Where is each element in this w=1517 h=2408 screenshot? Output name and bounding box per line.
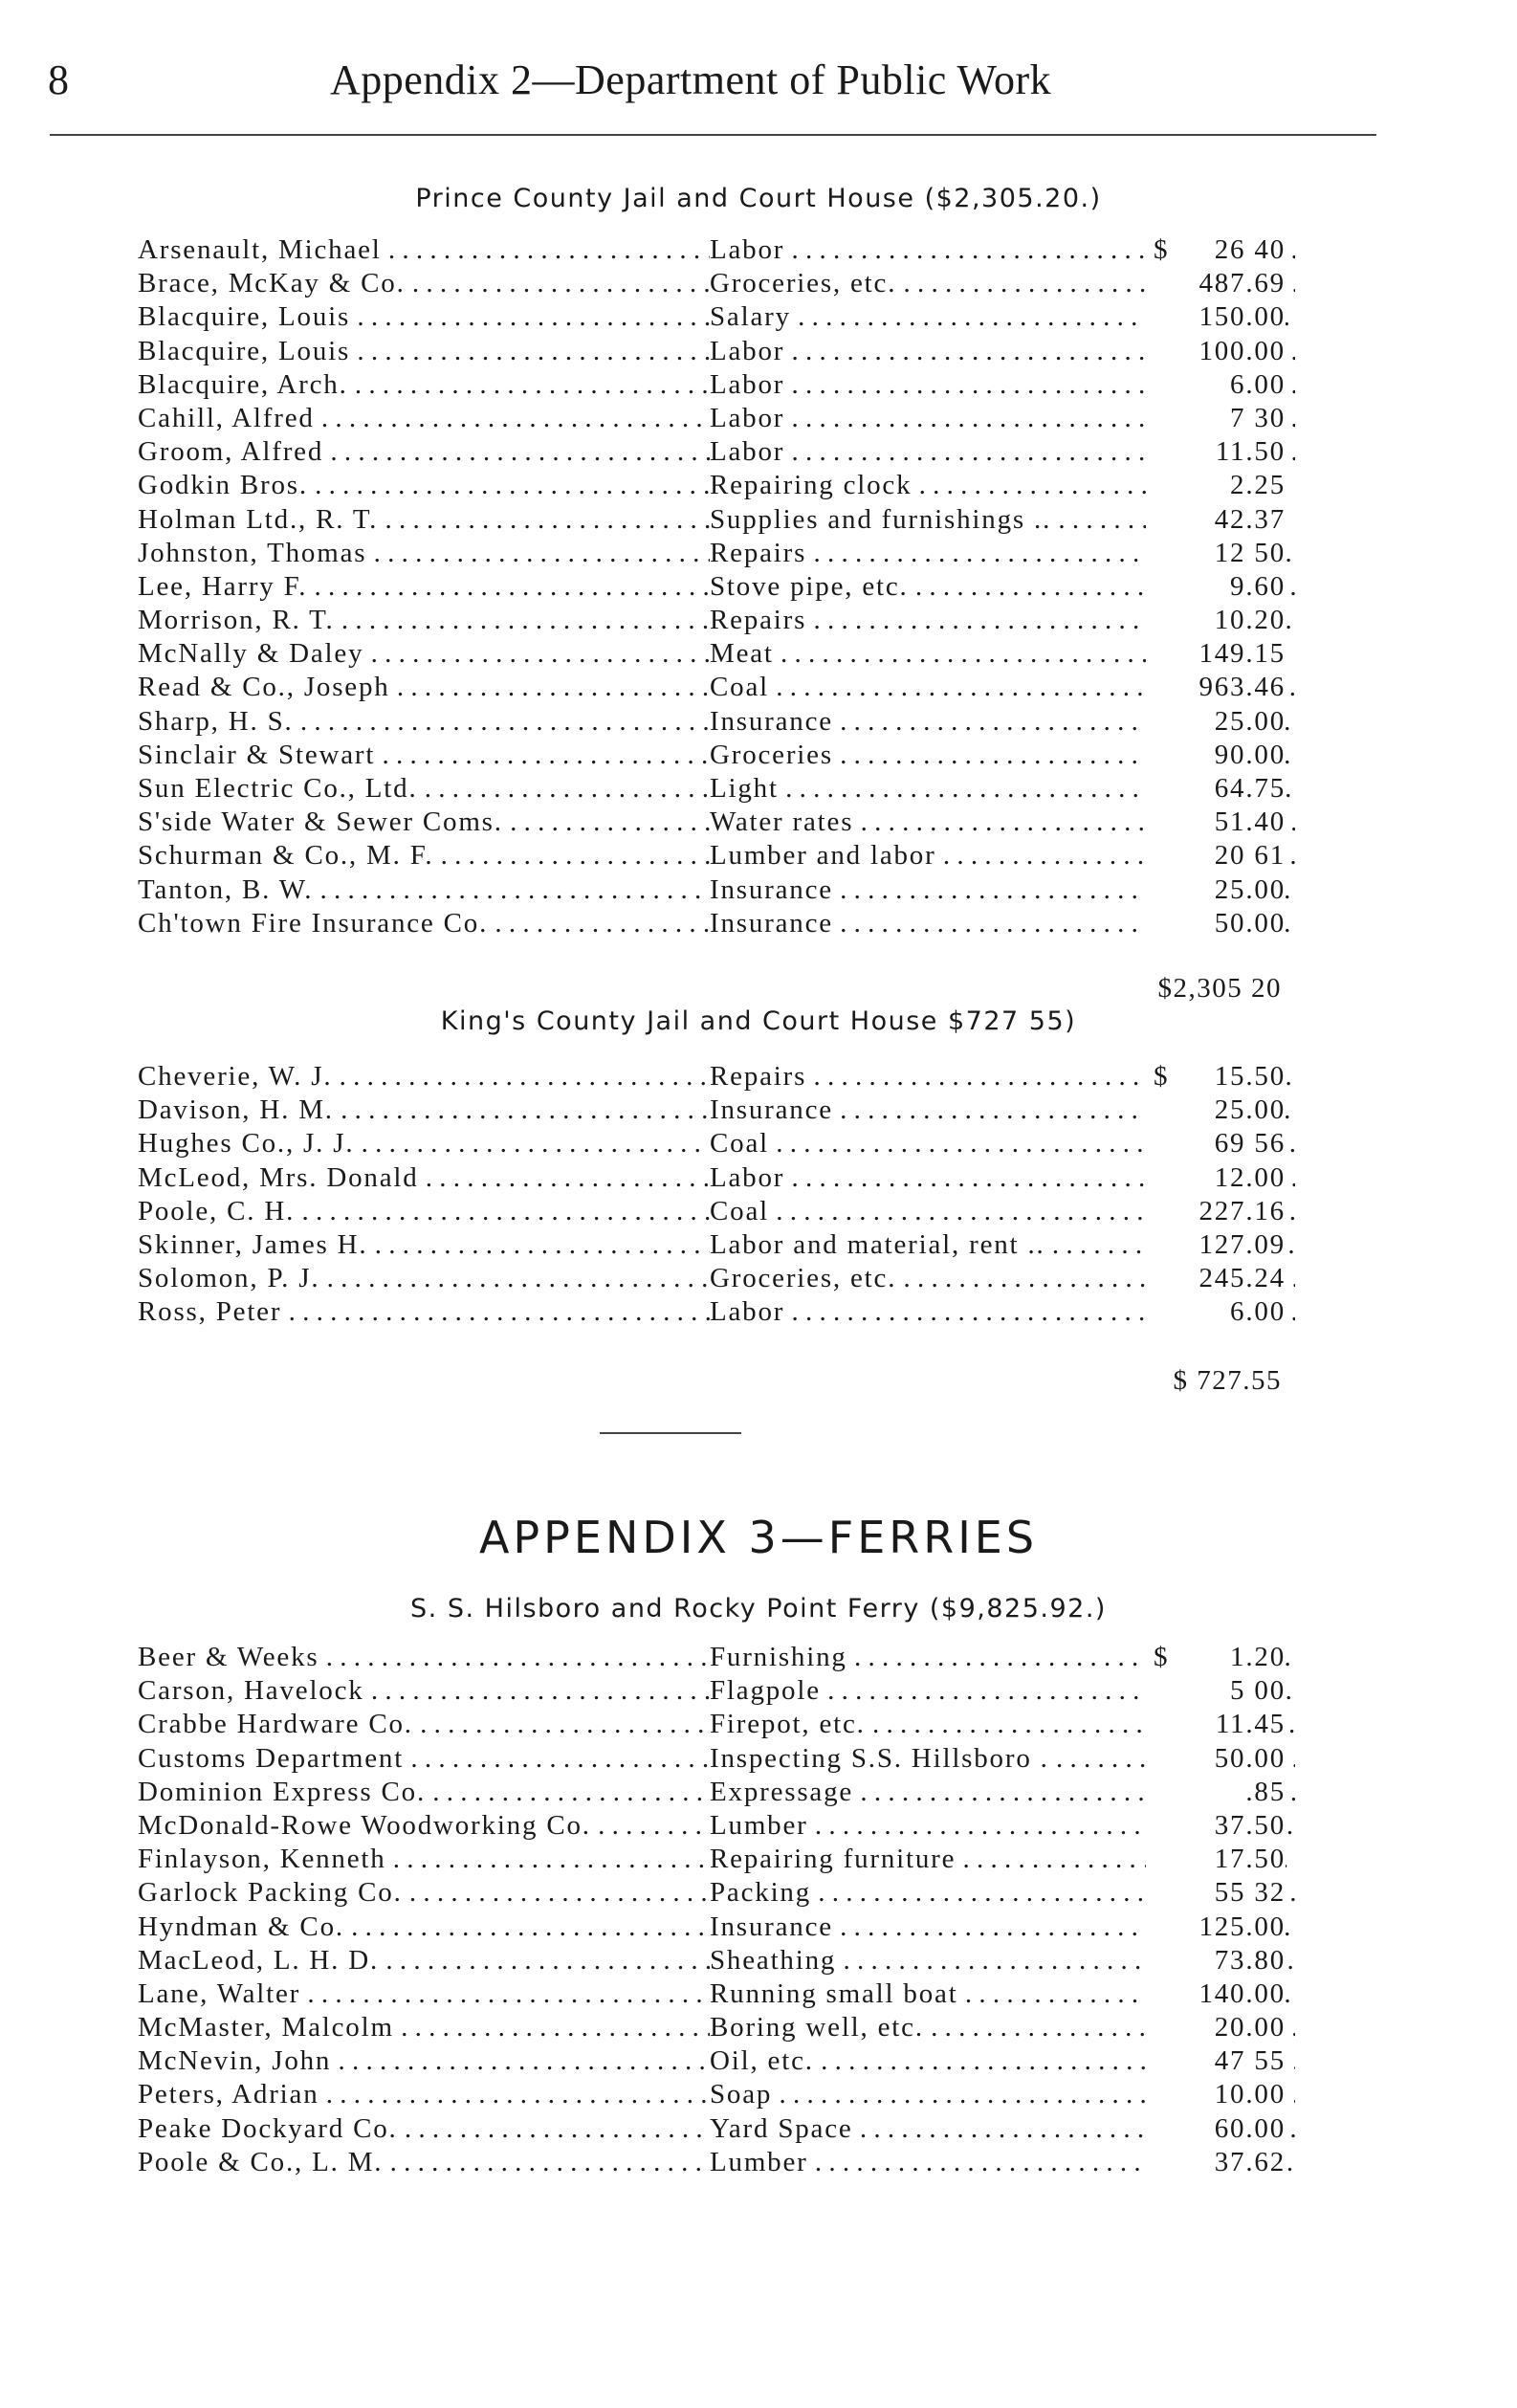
payee-name: Cahill, Alfred . . .: [138, 403, 710, 434]
table-row: [138, 336, 1286, 369]
amount: 64.75: [1180, 773, 1286, 805]
table-row: [138, 369, 1286, 403]
page-header: [48, 55, 1374, 113]
table-row: [138, 234, 1286, 268]
expense-description: Groceries . . .: [710, 740, 1295, 771]
section-divider: [600, 1432, 741, 1434]
payee-name: Sinclair & Stewart . . .: [138, 740, 710, 771]
amount: 15.50: [1180, 1061, 1286, 1093]
table-row: [138, 1844, 1286, 1877]
amount: 7 30: [1180, 403, 1286, 434]
expense-description: Groceries, etc. . . .: [710, 1263, 1295, 1294]
payee-name: Sharp, H. S. . . .: [138, 706, 710, 738]
expense-description: Sheathing . . .: [710, 1945, 1295, 1977]
ledger-kings-county: [138, 1061, 1286, 1331]
expense-description: Lumber and labor . . .: [710, 840, 1295, 872]
amount: 51.40: [1180, 806, 1286, 838]
table-row: [138, 773, 1286, 806]
amount: 227.16: [1180, 1196, 1286, 1227]
dollar-sign: $: [1150, 1061, 1192, 1093]
expense-description: Insurance . . .: [710, 908, 1295, 939]
amount: 127.09: [1180, 1229, 1286, 1261]
amount: 55 32: [1180, 1877, 1286, 1909]
amount: 25.00: [1180, 1094, 1286, 1126]
amount: 140.00: [1180, 1978, 1286, 2010]
payee-name: Ross, Peter . . .: [138, 1296, 710, 1328]
amount: 487.69: [1180, 268, 1286, 299]
payee-name: Peake Dockyard Co. . . .: [138, 2113, 710, 2145]
expense-description: Light . . .: [710, 773, 1295, 805]
amount: 26 40: [1180, 234, 1286, 266]
section-total-kings-county: $ 727.55: [1173, 1365, 1282, 1396]
amount: 20 61: [1180, 840, 1286, 872]
expense-description: Insurance . . .: [710, 1094, 1295, 1126]
amount: 6.00: [1180, 1296, 1286, 1328]
section-heading-prince-county: Prince County Jail and Court House ($2,305.20.): [415, 184, 1102, 213]
table-row: [138, 672, 1286, 705]
payee-name: Brace, McKay & Co. . . .: [138, 268, 710, 299]
table-row: [138, 2012, 1286, 2045]
table-row: [138, 1128, 1286, 1161]
amount: 60.00: [1180, 2113, 1286, 2145]
expense-description: Labor and material, rent .. . . .: [710, 1229, 1295, 1261]
dollar-sign: $: [1150, 1642, 1192, 1673]
table-row: [138, 1978, 1286, 2012]
table-row: [138, 1911, 1286, 1945]
payee-name: Lane, Walter . . .: [138, 1978, 710, 2010]
payee-name: Customs Department . . .: [138, 1743, 710, 1775]
amount: 6.00: [1180, 369, 1286, 401]
expense-description: Labor . . .: [710, 403, 1295, 434]
payee-name: Blacquire, Louis . . .: [138, 336, 710, 367]
amount: 11.45: [1180, 1709, 1286, 1740]
amount: 963.46: [1180, 672, 1286, 703]
payee-name: McNally & Daley . . .: [138, 638, 710, 670]
table-row: [138, 806, 1286, 840]
payee-name: McNevin, John . . .: [138, 2045, 710, 2077]
payee-name: Read & Co., Joseph . . .: [138, 672, 710, 703]
amount: 245.24: [1180, 1263, 1286, 1294]
amount: 12.00: [1180, 1162, 1286, 1194]
amount: 69 56: [1180, 1128, 1286, 1160]
payee-name: McMaster, Malcolm . . .: [138, 2012, 710, 2043]
expense-description: Coal . . .: [710, 1128, 1295, 1160]
expense-description: Lumber . . .: [710, 1810, 1295, 1842]
table-row: [138, 2079, 1286, 2112]
table-row: [138, 1810, 1286, 1844]
ledger-ferry: [138, 1642, 1286, 2180]
expense-description: Soap . . .: [710, 2079, 1295, 2110]
payee-name: Lee, Harry F. . . .: [138, 571, 710, 603]
expense-description: Coal . . .: [710, 672, 1295, 703]
table-row: [138, 1945, 1286, 1978]
expense-description: Running small boat . . .: [710, 1978, 1295, 2010]
expense-description: Labor . . .: [710, 234, 1295, 266]
expense-description: Insurance . . .: [710, 1911, 1295, 1943]
table-row: [138, 571, 1286, 605]
amount: 25.00: [1180, 706, 1286, 738]
expense-description: Labor . . .: [710, 369, 1295, 401]
appendix-title: APPENDIX 3—FERRIES: [478, 1512, 1039, 1563]
payee-name: Skinner, James H. . . .: [138, 1229, 710, 1261]
expense-description: Groceries, etc. . . .: [710, 268, 1295, 299]
table-row: [138, 1709, 1286, 1742]
payee-name: Johnston, Thomas . . .: [138, 538, 710, 569]
amount: 42.37: [1180, 504, 1286, 536]
table-row: [138, 2045, 1286, 2079]
table-row: [138, 840, 1286, 873]
header-rule: [50, 134, 1376, 136]
payee-name: Beer & Weeks . . .: [138, 1642, 710, 1673]
amount: 47 55: [1180, 2045, 1286, 2077]
expense-description: Repairing clock . . .: [710, 470, 1295, 501]
payee-name: Groom, Alfred . . .: [138, 436, 710, 468]
payee-name: MacLeod, L. H. D. . . .: [138, 1945, 710, 1977]
expense-description: Insurance . . .: [710, 874, 1295, 906]
payee-name: Sun Electric Co., Ltd. . . .: [138, 773, 710, 805]
amount: 149.15: [1180, 638, 1286, 670]
payee-name: McLeod, Mrs. Donald . . .: [138, 1162, 710, 1194]
amount: 2.25: [1180, 470, 1286, 501]
expense-description: Stove pipe, etc. . . .: [710, 571, 1295, 603]
page-number: 8: [48, 56, 69, 103]
amount: 125.00: [1180, 1911, 1286, 1943]
payee-name: Hughes Co., J. J. . . .: [138, 1128, 710, 1160]
payee-name: Morrison, R. T. . . .: [138, 605, 710, 636]
table-row: [138, 1743, 1286, 1777]
table-row: [138, 740, 1286, 773]
expense-description: Insurance . . .: [710, 706, 1295, 738]
expense-description: Water rates . . .: [710, 806, 1295, 838]
payee-name: Peters, Adrian . . .: [138, 2079, 710, 2110]
table-row: [138, 1642, 1286, 1675]
amount: 12 50: [1180, 538, 1286, 569]
table-row: [138, 1675, 1286, 1709]
amount: 11.50: [1180, 436, 1286, 468]
table-row: [138, 638, 1286, 672]
amount: 50.00: [1180, 908, 1286, 939]
payee-name: Tanton, B. W. . . .: [138, 874, 710, 906]
expense-description: Labor . . .: [710, 1162, 1295, 1194]
expense-description: Repairs . . .: [710, 605, 1295, 636]
payee-name: Blacquire, Arch. . . .: [138, 369, 710, 401]
table-row: [138, 1061, 1286, 1094]
amount: .85: [1180, 1777, 1286, 1808]
section-heading-ferry: S. S. Hilsboro and Rocky Point Ferry ($9,825.92.): [410, 1594, 1107, 1624]
amount: 150.00: [1180, 301, 1286, 333]
table-row: [138, 2147, 1286, 2180]
table-row: [138, 706, 1286, 740]
table-row: [138, 1196, 1286, 1229]
table-row: [138, 504, 1286, 538]
section-total-prince-county: $2,305 20: [1157, 973, 1282, 1004]
expense-description: Repairing furniture . . .: [710, 1844, 1295, 1875]
expense-description: Labor . . .: [710, 1296, 1295, 1328]
table-row: [138, 301, 1286, 335]
expense-description: Furnishing . . .: [710, 1642, 1295, 1673]
payee-name: Ch'town Fire Insurance Co. . . .: [138, 908, 710, 939]
amount: 90.00: [1180, 740, 1286, 771]
table-row: [138, 605, 1286, 638]
table-row: [138, 874, 1286, 908]
table-row: [138, 403, 1286, 436]
payee-name: Hyndman & Co. . . .: [138, 1911, 710, 1943]
payee-name: McDonald-Rowe Woodworking Co. . . .: [138, 1810, 710, 1842]
amount: 50.00: [1180, 1743, 1286, 1775]
expense-description: Oil, etc. . . .: [710, 2045, 1295, 2077]
expense-description: Yard Space . . .: [710, 2113, 1295, 2145]
payee-name: Holman Ltd., R. T. . . .: [138, 504, 710, 536]
expense-description: Lumber . . .: [710, 2147, 1295, 2178]
amount: 9.60: [1180, 571, 1286, 603]
payee-name: Arsenault, Michael . . .: [138, 234, 710, 266]
payee-name: Crabbe Hardware Co. . . .: [138, 1709, 710, 1740]
table-row: [138, 1094, 1286, 1128]
amount: 20.00: [1180, 2012, 1286, 2043]
amount: 25.00: [1180, 874, 1286, 906]
expense-description: Expressage . . .: [710, 1777, 1295, 1808]
expense-description: Coal . . .: [710, 1196, 1295, 1227]
ledger-prince-county: [138, 234, 1286, 941]
expense-description: Labor . . .: [710, 436, 1295, 468]
payee-name: Dominion Express Co. . . .: [138, 1777, 710, 1808]
payee-name: Davison, H. M. . . .: [138, 1094, 710, 1126]
amount: 100.00: [1180, 336, 1286, 367]
payee-name: Blacquire, Louis . . .: [138, 301, 710, 333]
section-heading-kings-county: King's County Jail and Court House $727 55): [440, 1006, 1077, 1036]
payee-name: Cheverie, W. J. . . .: [138, 1061, 710, 1093]
table-row: [138, 268, 1286, 301]
amount: 37.50: [1180, 1810, 1286, 1842]
payee-name: Garlock Packing Co. . . .: [138, 1877, 710, 1909]
payee-name: Carson, Havelock . . .: [138, 1675, 710, 1707]
expense-description: Packing . . .: [710, 1877, 1295, 1909]
table-row: [138, 908, 1286, 941]
payee-name: Poole, C. H. . . .: [138, 1196, 710, 1227]
table-row: [138, 538, 1286, 571]
expense-description: Flagpole . . .: [710, 1675, 1295, 1707]
expense-description: Labor . . .: [710, 336, 1295, 367]
expense-description: Salary . . .: [710, 301, 1295, 333]
amount: 5 00: [1180, 1675, 1286, 1707]
table-row: [138, 470, 1286, 503]
payee-name: S'side Water & Sewer Coms. . . .: [138, 806, 710, 838]
amount: 1.20: [1180, 1642, 1286, 1673]
payee-name: Poole & Co., L. M. . . .: [138, 2147, 710, 2178]
expense-description: Inspecting S.S. Hillsboro . . . .: [710, 1743, 1295, 1775]
expense-description: Firepot, etc. . . .: [710, 1709, 1295, 1740]
amount: 10.20: [1180, 605, 1286, 636]
payee-name: Solomon, P. J. . . .: [138, 1263, 710, 1294]
table-row: [138, 1263, 1286, 1296]
table-row: [138, 1162, 1286, 1196]
payee-name: Schurman & Co., M. F. . . .: [138, 840, 710, 872]
expense-description: Boring well, etc. . . .: [710, 2012, 1295, 2043]
amount: 10.00: [1180, 2079, 1286, 2110]
table-row: [138, 2113, 1286, 2147]
expense-description: Meat . . .: [710, 638, 1295, 670]
table-row: [138, 1229, 1286, 1263]
payee-name: Finlayson, Kenneth . . .: [138, 1844, 710, 1875]
amount: 37.62: [1180, 2147, 1286, 2178]
table-row: [138, 436, 1286, 470]
page-title: Appendix 2—Department of Public Work: [330, 56, 1052, 103]
expense-description: Repairs . . .: [710, 1061, 1295, 1093]
expense-description: Repairs . . .: [710, 538, 1295, 569]
expense-description: Supplies and furnishings .. . . .: [710, 504, 1295, 536]
table-row: [138, 1877, 1286, 1911]
table-row: [138, 1777, 1286, 1810]
dollar-sign: $: [1150, 234, 1192, 266]
table-row: [138, 1296, 1286, 1330]
amount: 73.80: [1180, 1945, 1286, 1977]
payee-name: Godkin Bros. . . .: [138, 470, 710, 501]
amount: 17.50: [1180, 1844, 1286, 1875]
